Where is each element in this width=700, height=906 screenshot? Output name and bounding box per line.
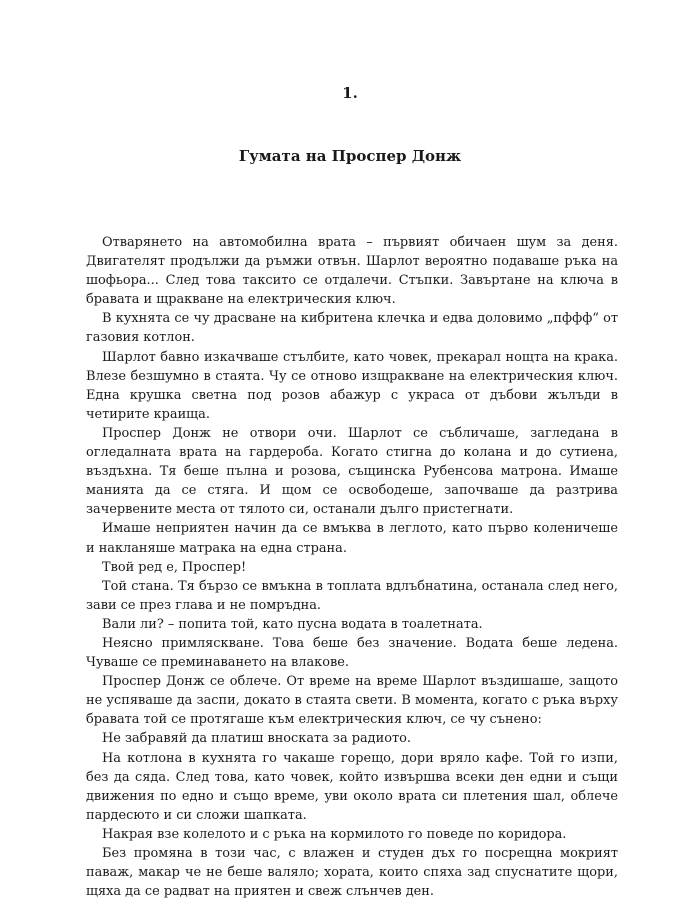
paragraph: Имаше неприятен начин да се вмъква в леглото, като първо коленичеше и накланяше матрака на една страна.: [86, 521, 618, 556]
paragraph: Не забравяй да платиш вноската за радиото.: [102, 731, 411, 747]
paragraph: Без промяна в този час, с влажен и студен дъх го посрещна мокрият паваж, макар че не беше валяло; хората, които спяха зад спуснатите щори, щяха да се радват на приятен и свеж слънчев ден.: [86, 846, 618, 900]
chapter-title: Гумата на Проспер Донж: [238, 147, 462, 165]
paragraph: Проспер Донж не отвори очи. Шарлот се събличаше, загледана в огледалната врата на гардероба. Когато стигна до колана и до сутиена, въздъхна. Тя беше пълна и розова, същинска Рубенсова матрона. Имаше манията да се стяга. И щом се освободеше, започваше да разтрива зачервените места от тялото си, останали дълго пристегнати.: [86, 425, 618, 518]
paragraph: Той стана. Тя бързо се вмъкна в топлата вдлъбнатина, останала след него, зави се през глава и не помръдна.: [86, 578, 618, 613]
paragraph: Отварянето на автомобилна врата – първият обичаен шум за деня. Двигателят продължи да ръмжи отвън. Шарлот вероятно подаваше ръка на шофьора... След това таксито се отдалечи. Стъпки. Завъртане на ключа в бравата и щракване на електрическия ключ.: [86, 235, 618, 308]
paragraph: Накрая взе колелото и с ръка на кормилото го поведе по коридора.: [102, 826, 567, 842]
chapter-body: [86, 233, 618, 901]
paragraph: Шарлот бавно изкачваше стълбите, като човек, прекарал нощта на крака. Влезе безшумно в стаята. Чу се отново изщракване на електрическия ключ. Една крушка светна под розов абажур с украса от дъбови жълъди в четирите краища.: [86, 349, 618, 422]
paragraph: В кухнята се чу драсване на кибритена клечка и едва доловимо „пффф“ от газовия котлон.: [86, 311, 618, 346]
paragraph: Проспер Донж се облече. От време на време Шарлот въздишаше, защото не успяваше да заспи, докато в стаята свети. В момента, когато с ръка върху бравата той се протягаше към електрическия ключ, се чу сънено:: [86, 674, 618, 728]
chapter-number: 1.: [342, 84, 358, 102]
paragraph: Неясно примляскване. Това беше без значение. Водата беше ледена. Чуваше се преминаването на влакове.: [86, 635, 618, 671]
paragraph: Твой ред е, Проспер!: [102, 559, 247, 575]
paragraph: На котлона в кухнята го чакаше горещо, дори вряло кафе. Той го изпи, без да сяда. След това, като човек, който извършва всеки ден едни и същи движения по едно и също време, уви около врата си плетения шал, облече пардесюто и си сложи шапката.: [86, 750, 618, 823]
paragraph: Вали ли? – попита той, като пусна водата в тоалетната.: [102, 616, 483, 632]
